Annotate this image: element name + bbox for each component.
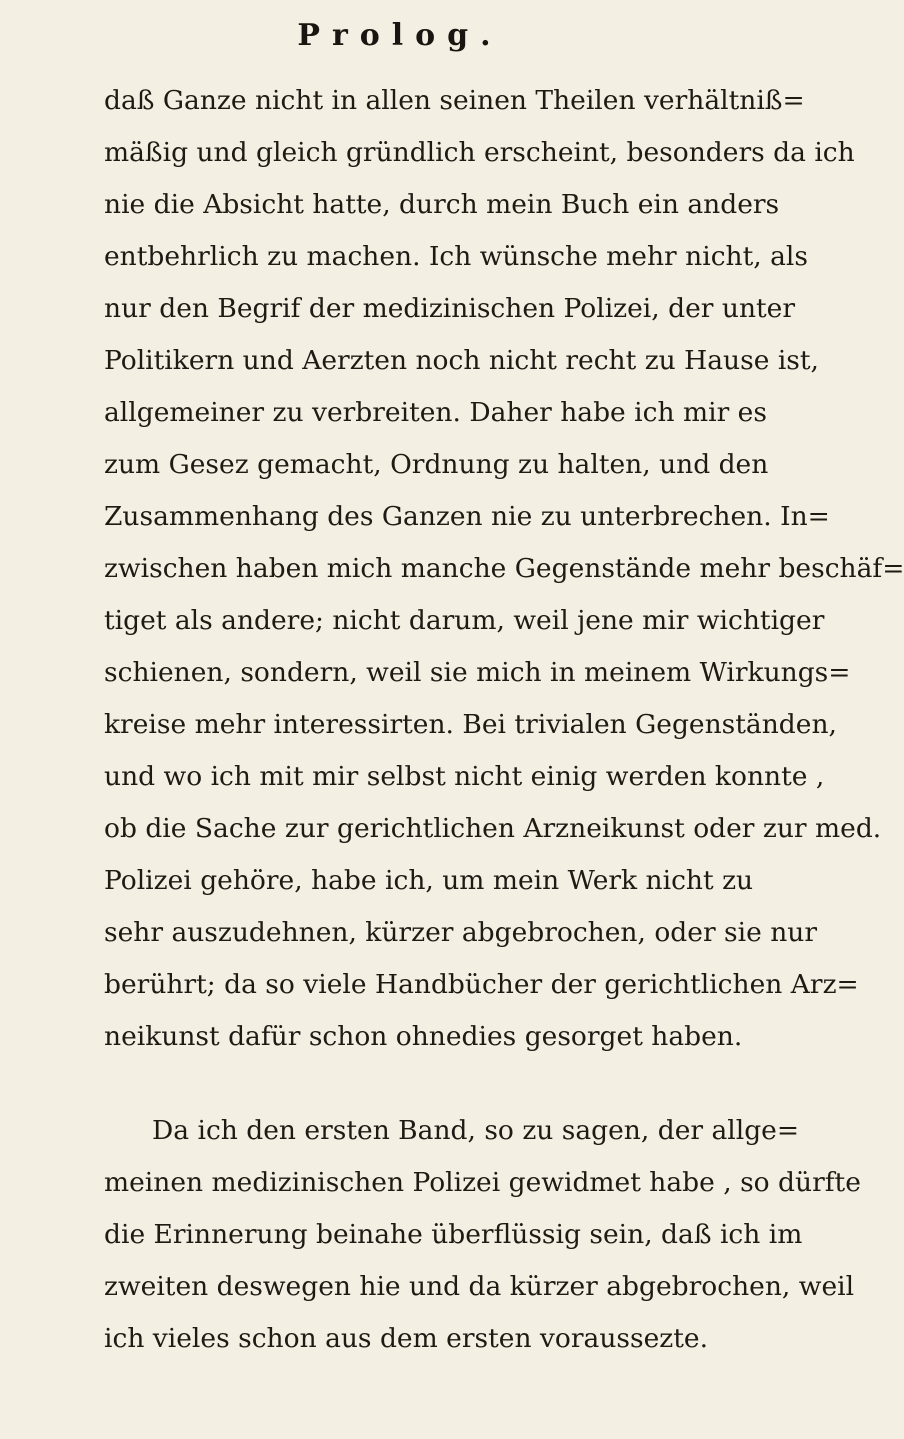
- paragraph-2: [104, 1105, 861, 1365]
- text-line: zweiten deswegen hie und da kürzer abgebrochen, weil: [104, 1271, 855, 1302]
- text-line: ich vieles schon aus dem ersten voraussezte.: [104, 1323, 708, 1354]
- text-line: meinen medizinischen Polizei gewidmet habe , so dürfte: [104, 1167, 861, 1198]
- text-line: berührt; da so viele Handbücher der gerichtlichen Arz=: [104, 969, 859, 1000]
- text-line: sehr auszudehnen, kürzer abgebrochen, oder sie nur: [104, 917, 818, 948]
- text-line: schienen, sondern, weil sie mich in meinem Wirkungs=: [104, 657, 851, 688]
- page-header: Prolog.: [297, 18, 503, 53]
- paragraph-1: [104, 75, 904, 1063]
- text-line: kreise mehr interessirten. Bei trivialen Gegenständen,: [104, 709, 837, 740]
- text-line: Zusammenhang des Ganzen nie zu unterbrechen. In=: [104, 501, 830, 532]
- text-line: entbehrlich zu machen. Ich wünsche mehr nicht, als: [104, 241, 808, 272]
- text-line: tiget als andere; nicht darum, weil jene mir wichtiger: [104, 605, 825, 636]
- text-line: ob die Sache zur gerichtlichen Arzneikunst oder zur med.: [104, 813, 882, 844]
- text-line: zum Gesez gemacht, Ordnung zu halten, und den: [104, 449, 769, 480]
- text-line: allgemeiner zu verbreiten. Daher habe ich mir es: [104, 397, 767, 428]
- text-line: die Erinnerung beinahe überflüssig sein, daß ich im: [104, 1219, 803, 1250]
- text-line: daß Ganze nicht in allen seinen Theilen verhältniß=: [104, 85, 805, 116]
- text-line: und wo ich mit mir selbst nicht einig werden konnte ,: [104, 761, 825, 792]
- text-line: mäßig und gleich gründlich erscheint, besonders da ich: [104, 137, 855, 168]
- text-line: Da ich den ersten Band, so zu sagen, der allge=: [152, 1115, 800, 1146]
- text-line: neikunst dafür schon ohnedies gesorget haben.: [104, 1021, 743, 1052]
- text-line: nur den Begrif der medizinischen Polizei, der unter: [104, 293, 796, 324]
- text-line: Politikern und Aerzten noch nicht recht zu Hause ist,: [104, 345, 819, 376]
- text-line: Polizei gehöre, habe ich, um mein Werk nicht zu: [104, 865, 754, 896]
- paragraph-gap: [104, 1063, 734, 1105]
- text-line: nie die Absicht hatte, durch mein Buch ein anders: [104, 189, 780, 220]
- text-line: zwischen haben mich manche Gegenstände mehr beschäf=: [104, 553, 904, 584]
- body-text: [104, 75, 904, 1365]
